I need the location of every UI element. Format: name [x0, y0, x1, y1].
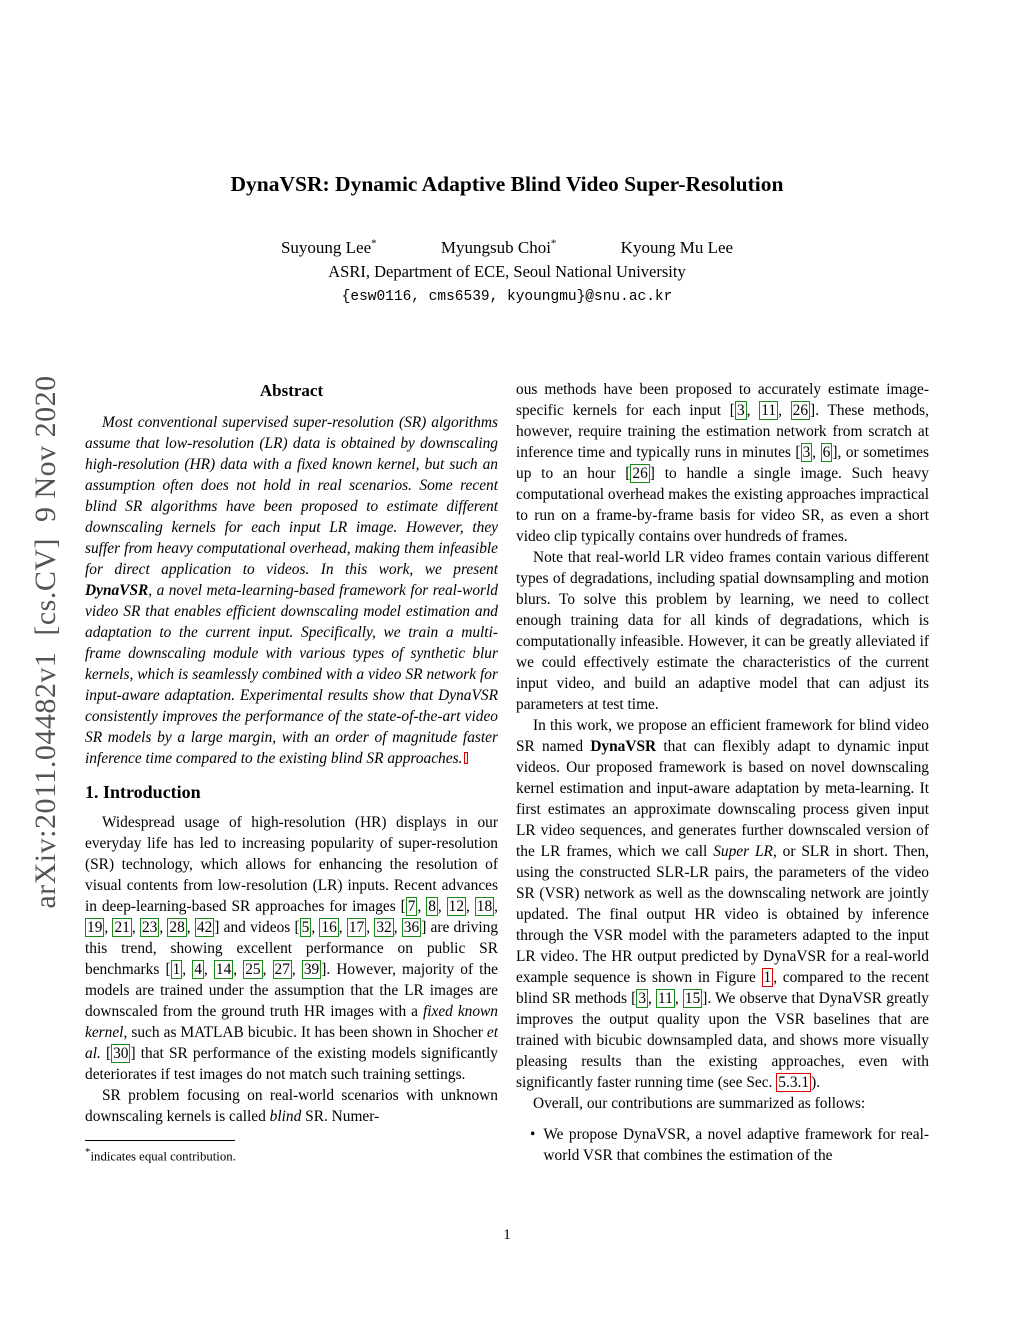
right-paragraph-2: Note that real-world LR video frames contain various different types of degradations, including spatial downsampling and motion blurs. To solve this problem by learning, we need to collect enough training data for all kinds of degradations, which is computationally infeasible. However, it can be greatly alleviated if we could effectively estimate the characteristics of the current input video, and build an adaptive model that can adjust its parameters at test time. [516, 549, 929, 713]
right-paragraph-3: In this work, we propose an efficient framework for blind video SR named DynaVSR that can flexibly adapt to dynamic input videos. Our proposed framework is based on novel downscaling kernel estimation and input-aware adaptation by meta-learning. It first estimates an approximate downscaling process given input LR video sequences, and generates further downscaled version of the LR frames, which we call Super LR, or SLR in short. Then, using the constructed SLR-LR pairs, the parameters of the video SR (VSR) network as well as the downscaling network are jointly updated. The final output HR video is obtained by inference through the VSR model with the parameters adapted to the input LR video. The HR output predicted by DynaVSR for a real-world example sequence is shown in Figure 1 , compared to the recent blind SR methods [ 3 , 11 , 15 ]. We observe that DynaVSR greatly improves the output quality upon the VSR baselines that are trained with bicubic downsampled data, and shows more visually pleasing results than the existing approaches, even with significantly faster running time (see Sec. 5.3.1 ). [516, 717, 929, 1091]
page-number: 1 [503, 1227, 511, 1243]
citation-link[interactable]: 15 [684, 990, 701, 1007]
author-1 [281, 238, 377, 257]
italic-text: Super LR [713, 843, 773, 860]
citation-link[interactable]: 26 [792, 402, 809, 419]
citation-link[interactable]: 27 [274, 961, 290, 978]
right-paragraph-1: ous methods have been proposed to accurately estimate image-specific kernels for each input [ 3 , 11 , 26 ]. These methods, however, require training the estimation network from scratch at inference time and typically runs in minutes [ 3 , 6 ], or sometimes up to an hour [ 26 ] to handle a single image. Such heavy computational overhead makes the existing approaches impractical to run on a frame-by-frame basis for video SR, as even a short video clip typically contains over hundreds of frames. [516, 381, 929, 545]
citation-link[interactable]: 25 [245, 961, 261, 978]
citation-link[interactable]: 1 [172, 961, 181, 978]
arxiv-stamp: arXiv:2011.04482v1 [cs.CV] 9 Nov 2020 [29, 375, 62, 909]
citation-link[interactable]: 11 [658, 990, 673, 1007]
author-2 [441, 238, 557, 257]
citation-link[interactable]: 11 [761, 402, 777, 419]
citation-link[interactable]: 17 [348, 919, 365, 936]
reference-link[interactable]: 1 [763, 969, 772, 986]
citation-link[interactable]: 28 [169, 919, 185, 936]
left-column [85, 379, 498, 1164]
citation-link[interactable]: 32 [376, 919, 392, 936]
citation-link[interactable]: 36 [403, 919, 420, 936]
citation-link[interactable]: 6 [822, 444, 831, 461]
contribution-bullet [516, 1124, 929, 1166]
citation-link[interactable]: 21 [114, 919, 130, 936]
footnote-marker: * [85, 1146, 91, 1158]
author-2-name: Myungsub Choi [440, 237, 551, 257]
citation-link[interactable]: 7 [407, 898, 416, 915]
citation-link[interactable]: 26 [632, 465, 648, 482]
intro-paragraph-2: SR problem focusing on real-world scenarios with unknown downscaling kernels is called blind SR. Numer- [85, 1087, 498, 1125]
citation-link[interactable]: 14 [215, 961, 232, 978]
citation-link[interactable]: 39 [303, 961, 320, 978]
paper-title: DynaVSR: Dynamic Adaptive Blind Video Super-Resolution [230, 172, 784, 196]
contribution-bullet-text: We propose DynaVSR, a novel adaptive framework for real-world VSR that combines the estimation of the [543, 1126, 929, 1164]
author-emails: {esw0116, cms6539, kyoungmu}@snu.ac.kr [341, 288, 673, 305]
citation-link[interactable]: 8 [428, 898, 436, 915]
citation-link[interactable]: 12 [448, 898, 465, 915]
citation-link[interactable]: 30 [113, 1045, 129, 1062]
citation-link[interactable]: 3 [638, 990, 647, 1007]
abstract-heading: Abstract [259, 381, 324, 400]
paper-header [85, 172, 929, 305]
footnote-body: indicates equal contribution. [90, 1149, 236, 1164]
author-1-footnote-mark: * [371, 237, 377, 249]
citation-link[interactable]: 19 [87, 919, 103, 936]
citation-link[interactable]: 3 [802, 444, 811, 461]
authors-row [85, 237, 929, 258]
abstract-text: Most conventional supervised super-resolution (SR) algorithms assume that low-resolution (LR) data is obtained by downscaling high-resolution (HR) data with a fixed known kernel, but such an assumption often does not hold in real scenarios. Some recent blind SR algorithms have been proposed to estimate different downscaling kernels for each input LR image. However, they suffer from heavy computational overhead, making them infeasible for direct application to videos. In this work, we present DynaVSR, a novel meta-learning-based framework for real-world video SR that enables efficient downscaling model estimation and adaptation to the current input. Specifically, we train a multi-frame downscaling module with various types of synthetic blur kernels, which is seamlessly combined with a video SR network for input-aware adaptation. Experimental results show that DynaVSR consistently improves the performance of the state-of-the-art video SR models by a large margin, with an order of magnitude faster inference time compared to the existing blind SR approaches. [85, 414, 498, 767]
right-paragraph-4: Overall, our contributions are summarized as follows: [533, 1095, 866, 1112]
citation-link[interactable]: 4 [194, 961, 202, 978]
author-1-name: Suyoung Lee [280, 237, 372, 257]
italic-text: et al. [85, 1024, 498, 1062]
reference-link[interactable]: 5.3.1 [778, 1074, 810, 1091]
footnote-marker-link[interactable] [464, 752, 468, 764]
author-3 [621, 238, 733, 257]
citation-link[interactable]: 23 [141, 919, 158, 936]
footnote-text [85, 1146, 498, 1164]
citation-link[interactable]: 16 [321, 919, 337, 936]
author-3-name: Kyoung Mu Lee [620, 237, 734, 257]
section-heading-introduction: 1. Introduction [85, 782, 201, 802]
right-column [516, 379, 929, 1166]
citation-link[interactable]: 18 [476, 898, 493, 915]
footnote-rule [85, 1140, 235, 1141]
bold-text: DynaVSR [85, 582, 149, 599]
citation-link[interactable]: 42 [196, 919, 213, 936]
affiliation: ASRI, Department of ECE, Seoul National University [328, 261, 686, 281]
italic-text: blind [269, 1108, 302, 1125]
author-2-footnote-mark: * [550, 237, 557, 249]
intro-paragraph-1: Widespread usage of high-resolution (HR) displays in our everyday life has led to increasing popularity of super-resolution (SR) technology, which allows for enhancing the resolution of visual contents from low-resolution (LR) inputs. Recent advances in deep-learning-based SR approaches for images [ 7 , 8 , 12 , 18 , 19 , 21 , 23 , 28 , 42 ] and videos [ 5 , 16 , 17 , 32 , 36 ] are driving this trend, showing excellent performance on public SR benchmarks [ 1 , 4 , 14 , 25 , 27 , 39 ]. However, majority of the models are trained under the assumption that the LR images are downscaled from the ground truth HR images with a fixed known kernel, such as MATLAB bicubic. It has been shown in Shocher et al. [ 30 ] that SR performance of the existing models significantly deteriorates if test images do not match such training settings. [85, 814, 499, 1083]
bullet-glyph: • [530, 1126, 536, 1143]
bold-text: DynaVSR [590, 738, 657, 755]
footnote [85, 1140, 498, 1164]
italic-text: fixed known kernel [85, 1003, 498, 1041]
citation-link[interactable]: 3 [736, 402, 745, 419]
citation-link[interactable]: 5 [301, 919, 310, 936]
